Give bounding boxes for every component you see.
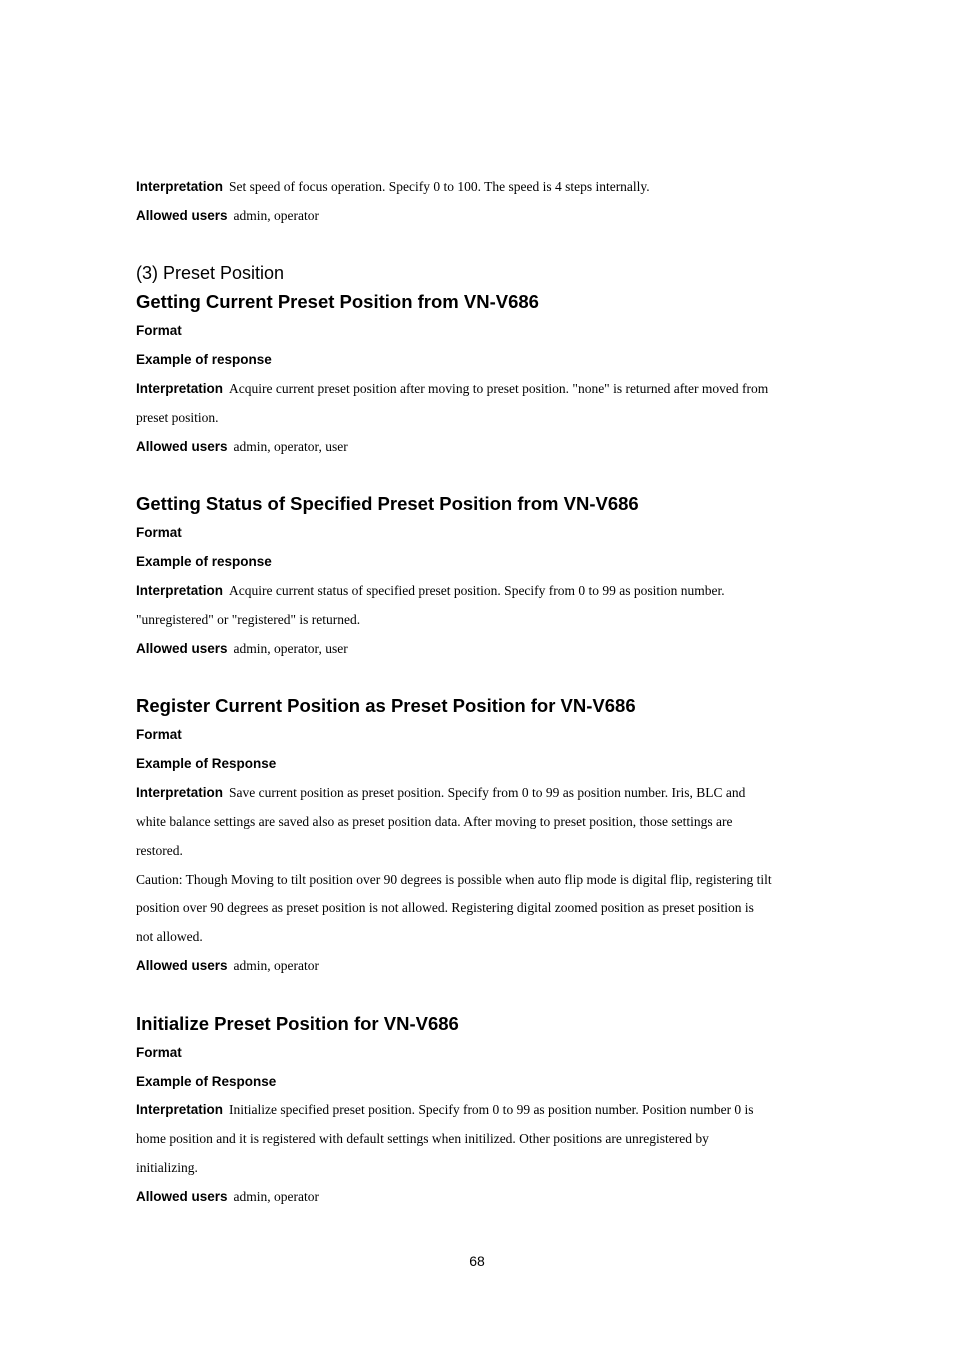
example-label: Example of Response (136, 756, 277, 771)
caution-text: position over 90 degrees as preset position is not allowed. Registering digital zoomed position as preset position is (136, 900, 754, 915)
interpretation-label: Interpretation (136, 179, 224, 194)
section-heading: Register Current Position as Preset Position for VN-V686 (136, 695, 636, 716)
allowed-users-row (136, 641, 348, 657)
interpretation-row (136, 1102, 754, 1118)
allowed-users-text: admin, operator, user (233, 439, 348, 454)
interpretation-row (136, 785, 745, 801)
allowed-users-label: Allowed users (136, 641, 228, 656)
allowed-users-text: admin, operator (233, 958, 320, 973)
allowed-users-row (136, 1189, 319, 1205)
interpretation-text: Set speed of focus operation. Specify 0 to 100. The speed is 4 steps internally. (229, 179, 650, 194)
page-number: 68 (469, 1253, 485, 1269)
allowed-users-label: Allowed users (136, 439, 228, 454)
intro-interpretation (136, 179, 650, 195)
example-label: Example of response (136, 352, 272, 367)
allowed-users-row (136, 958, 319, 974)
interpretation-row (136, 583, 725, 599)
allowed-users-label: Allowed users (136, 1189, 228, 1204)
interpretation-text: Initialize specified preset position. Specify from 0 to 99 as position number. Position number 0 is (229, 1102, 754, 1117)
interpretation-text-cont: preset position. (136, 410, 219, 425)
interpretation-text-cont: restored. (136, 843, 183, 858)
format-label: Format (136, 525, 182, 540)
interpretation-label: Interpretation (136, 1102, 224, 1117)
format-label: Format (136, 1045, 182, 1060)
section-heading: Getting Current Preset Position from VN-V686 (136, 291, 539, 312)
allowed-users-label: Allowed users (136, 958, 228, 973)
interpretation-label: Interpretation (136, 785, 224, 800)
interpretation-text-cont: "unregistered" or "registered" is returned. (136, 612, 361, 627)
example-label: Example of response (136, 554, 272, 569)
allowed-users-text: admin, operator (233, 1189, 320, 1204)
allowed-users-row (136, 439, 348, 455)
section-heading: Getting Status of Specified Preset Position from VN-V686 (136, 493, 639, 514)
interpretation-row (136, 381, 768, 397)
interpretation-text-cont: white balance settings are saved also as preset position data. After moving to preset position, those settings are (136, 814, 733, 829)
interpretation-label: Interpretation (136, 381, 224, 396)
interpretation-text: Acquire current preset position after moving to preset position. "none" is returned after moved from (229, 381, 769, 396)
interpretation-text: Acquire current status of specified preset position. Specify from 0 to 99 as position number. (229, 583, 725, 598)
section-heading: Initialize Preset Position for VN-V686 (136, 1013, 459, 1034)
allowed-users-text: admin, operator (233, 208, 320, 223)
interpretation-text-cont: initializing. (136, 1160, 198, 1175)
interpretation-text-cont: home position and it is registered with default settings when initilized. Other positions are unregistered by (136, 1131, 709, 1146)
allowed-users-text: admin, operator, user (233, 641, 348, 656)
caution-text: Caution: Though Moving to tilt position over 90 degrees is possible when auto flip mode is digital flip, registering tilt (136, 872, 772, 887)
allowed-users-label: Allowed users (136, 208, 228, 223)
intro-allowed-users (136, 208, 319, 224)
caution-text: not allowed. (136, 929, 203, 944)
format-label: Format (136, 323, 182, 338)
format-label: Format (136, 727, 182, 742)
example-label: Example of Response (136, 1074, 277, 1089)
interpretation-text: Save current position as preset position. Specify from 0 to 99 as position number. Iris, BLC and (229, 785, 746, 800)
section-title: (3) Preset Position (136, 263, 285, 283)
interpretation-label: Interpretation (136, 583, 224, 598)
